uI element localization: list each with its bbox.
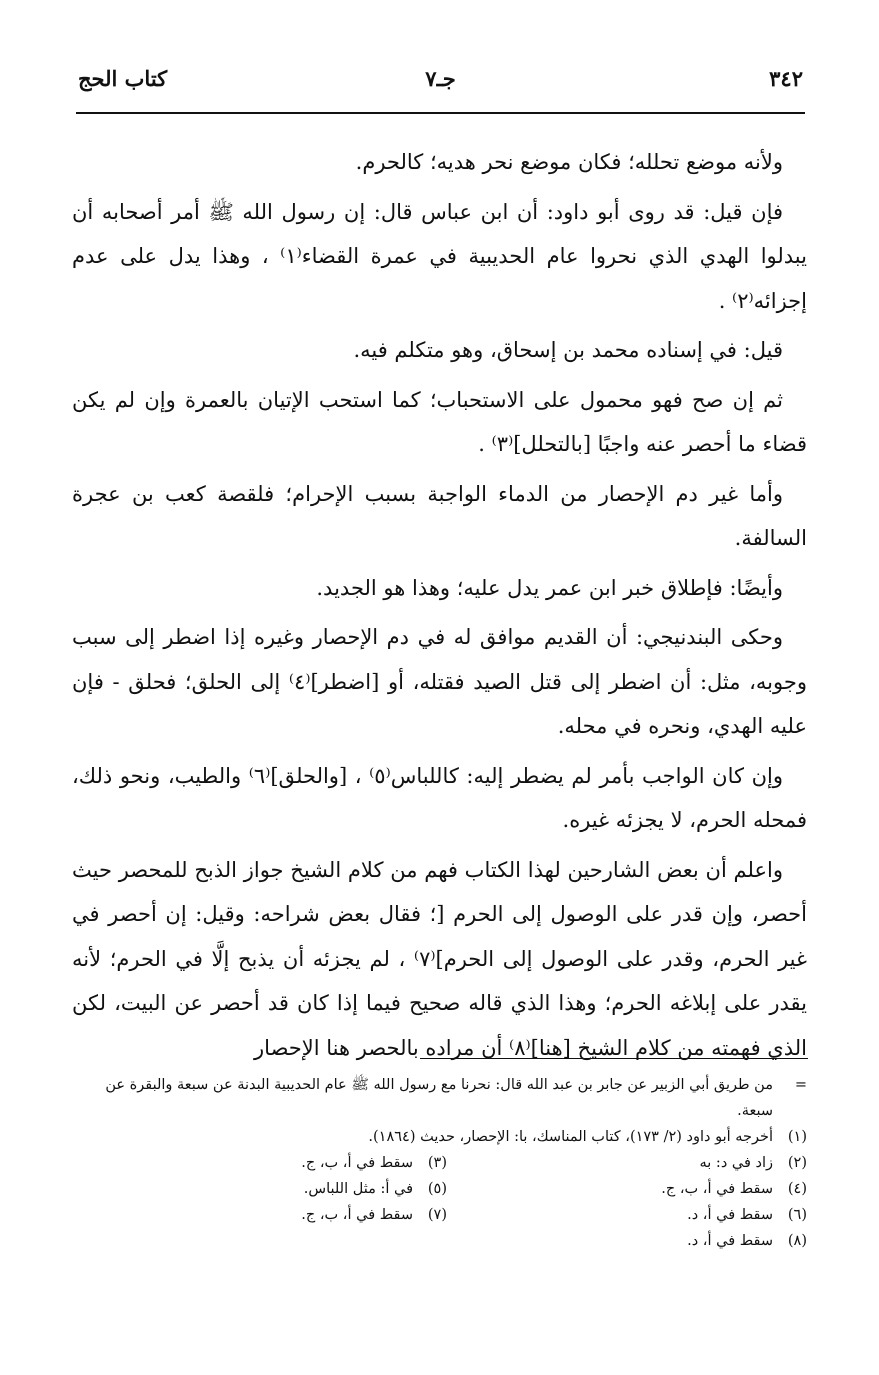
footnote-row — [72, 1150, 807, 1176]
footnote-text: أخرجه أبو داود (٢/ ١٧٣)، كتاب المناسك، با: الإحصار، حديث (١٨٦٤). — [368, 1129, 773, 1145]
footnote-text: سقط في أ، ب، ج. — [661, 1181, 773, 1197]
footnote-mark: (٦) — [787, 1207, 807, 1223]
header-divider — [76, 112, 805, 114]
footnote-divider — [420, 1058, 808, 1059]
footnote-mark: (٧) — [427, 1207, 447, 1223]
footnote-item — [447, 1202, 807, 1228]
footnote-mark: (٢) — [787, 1155, 807, 1171]
main-text — [72, 140, 807, 1075]
footnote-text: في أ: مثل اللباس. — [303, 1181, 413, 1197]
footnote-mark: (١) — [787, 1129, 807, 1145]
book-title: كتاب الحج — [78, 66, 168, 91]
paragraph: قيل: في إسناده محمد بن إسحاق، وهو متكلم فيه. — [353, 338, 783, 362]
footnote-mark: = — [794, 1077, 807, 1093]
footnote-text: زاد في د: به — [699, 1155, 773, 1171]
paragraph: وحكى البندنيجي: أن القديم موافق له في دم الإحصار وغيره إذا اضطر إلى سبب وجوبه، مثل: أن اضطر إلى قتل الصيد فقتله، أو [اضطر]⁽٤⁾ إلى الحلق؛ فحلق - فإن عليه الهدي، ونحره في محله. — [72, 625, 807, 738]
footnote-row — [72, 1176, 807, 1202]
paragraph: فإن قيل: قد روى أبو داود: أن ابن عباس قال: إن رسول الله ﷺ أمر أصحابه أن يبدلوا الهدي الذي نحروا عام الحديبية في عمرة القضاء⁽١⁾ ، وهذا يدل على عدم إجزائه⁽٢⁾ . — [72, 199, 807, 313]
footnote-row — [72, 1202, 807, 1228]
paragraph: وإن كان الواجب بأمر لم يضطر إليه: كاللباس⁽٥⁾ ، [والحلق]⁽٦⁾ والطيب، ونحو ذلك، فمحله الحرم، لا يجزئه غيره. — [72, 763, 807, 832]
footnote-mark: (٥) — [427, 1181, 447, 1197]
footnotes — [72, 1072, 807, 1254]
footnote-item — [87, 1202, 447, 1228]
paragraph: وأيضًا: فإطلاق خبر ابن عمر يدل عليه؛ وهذا هو الجديد. — [316, 575, 783, 600]
page-header — [78, 66, 803, 106]
paragraph: ولأنه موضع تحلله؛ فكان موضع نحر هديه؛ كالحرم. — [355, 150, 783, 174]
footnote-text: سقط في أ، ب، ج. — [301, 1207, 413, 1223]
footnote-text: سقط في أ، د. — [687, 1207, 773, 1223]
footnote-item — [447, 1176, 807, 1202]
footnote-item — [72, 1124, 807, 1150]
paragraph: ثم إن صح فهو محمول على الاستحباب؛ كما استحب الإتيان بالعمرة وإن لم يكن قضاء ما أحصر عنه واجبًا [بالتحلل]⁽٣⁾ . — [72, 387, 807, 456]
footnote-mark: (٨) — [787, 1233, 807, 1249]
paragraph: وأما غير دم الإحصار من الدماء الواجبة بسبب الإحرام؛ فلقصة كعب بن عجرة السالفة. — [72, 481, 807, 550]
paragraph: واعلم أن بعض الشارحين لهذا الكتاب فهم من كلام الشيخ جواز الذبح للمحصر حيث أحصر، وإن قدر على الوصول إلى الحرم [؛ فقال بعض شراحه: وقيل: إن أحصر في غير الحرم، وقدر على الوصول إلى الحرم]⁽٧⁾ ، لم يجزئه أن يذبح إلَّا في الحرم؛ لأنه يقدر على إبلاغه الحرم؛ وهذا الذي قاله صحيح فيما إذا كان قد أحصر عن البيت، لكن الذي فهمته من كلام الشيخ [هنا]⁽٨⁾ أن مراده بالحصر هنا الإحصار — [72, 857, 807, 1060]
page-number: ٣٤٢ — [769, 66, 803, 91]
footnote-item — [87, 1150, 447, 1176]
footnote-item — [87, 1176, 447, 1202]
footnote-continuation — [72, 1072, 807, 1124]
volume-label: جـ٧ — [425, 66, 456, 91]
footnote-text: سقط في أ، د. — [687, 1233, 773, 1249]
footnote-mark: (٣) — [427, 1155, 447, 1171]
footnote-item — [447, 1150, 807, 1176]
footnote-text: من طريق أبي الزبير عن جابر بن عبد الله قال: نحرنا مع رسول الله ﷺ عام الحديبية البدنة عن سبعة والبقرة عن سبعة. — [105, 1077, 773, 1119]
footnote-row — [72, 1228, 807, 1254]
footnote-mark: (٤) — [787, 1181, 807, 1197]
footnote-item — [447, 1228, 807, 1254]
footnote-text: سقط في أ، ب، ج. — [301, 1155, 413, 1171]
